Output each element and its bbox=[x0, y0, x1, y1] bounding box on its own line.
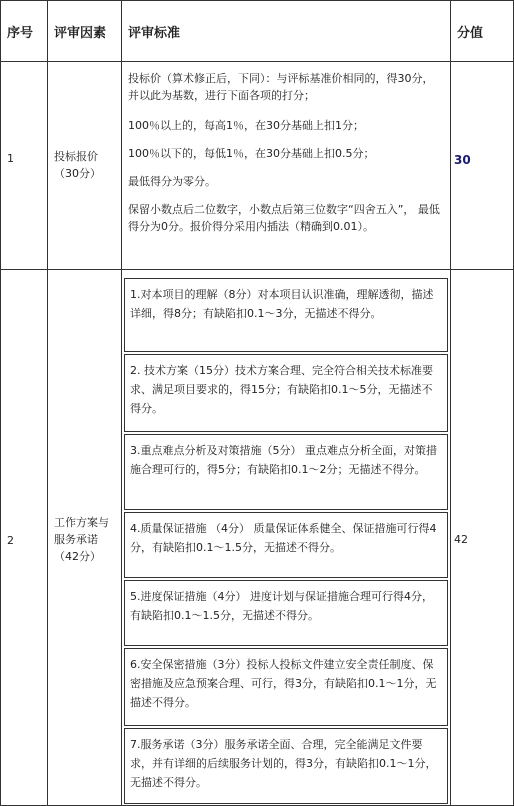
row1-criteria-text: 投标价（算术修正后，下同）：与评标基准价相同的，得30分，并以此为基数，进行下面各项的打分； bbox=[128, 72, 434, 102]
criteria-item: 1.对本项目的理解（8分）对本项目认识准确，理解透彻，描述详细，得8分；有缺陷扣0.1～3分，无描述不得分。 bbox=[124, 278, 448, 352]
header-factor: 评审因素 bbox=[47, 0, 122, 62]
criteria-item: 6.安全保密措施（3分）投标人投标文件建立安全责任制度、保密措施及应急预案合理、可行，得3分，有缺陷扣0.1～1分，无描述不得分。 bbox=[124, 648, 448, 726]
header-criteria: 评审标准 bbox=[121, 0, 451, 62]
row2-factor: 工作方案与服务承诺（42分） bbox=[47, 269, 122, 806]
row1-factor: 投标报价（30分） bbox=[47, 61, 122, 270]
header-index: 序号 bbox=[0, 0, 48, 62]
row1-criteria-text: 最低得分为零分。 bbox=[128, 175, 216, 188]
row1-score: 30 bbox=[450, 61, 514, 270]
criteria-item: 4.质量保证措施 （4分） 质量保证体系健全、保证措施可行得4分，有缺陷扣0.1～1.5分，无描述不得分。 bbox=[124, 512, 448, 578]
criteria-item: 2. 技术方案（15分）技术方案合理、完全符合相关技术标准要求、满足项目要求的，得15分；有缺陷扣0.1～5分，无描述不得分。 bbox=[124, 354, 448, 432]
row2-score: 42 bbox=[450, 269, 514, 806]
row1-criteria-text: 保留小数点后二位数字，小数点后第三位数字“四舍五入”， 最低得分为0分。报价得分采用内插法（精确到0.01）。 bbox=[128, 203, 440, 233]
header-score: 分值 bbox=[450, 0, 514, 62]
row1-index: 1 bbox=[0, 61, 48, 270]
criteria-item: 7.服务承诺（3分）服务承诺全面、合理，完全能满足文件要求，并有详细的后续服务计划的，得3分，有缺陷扣0.1～1分，无描述不得分。 bbox=[124, 728, 448, 804]
row1-criteria-text: 100％以下的，每低1％，在30分基础上扣0.5分； bbox=[128, 147, 375, 160]
row1-criteria-text: 100％以上的，每高1％，在30分基础上扣1分； bbox=[128, 119, 364, 132]
row1-criteria bbox=[121, 61, 451, 270]
row2-index: 2 bbox=[0, 269, 48, 806]
criteria-item: 3.重点难点分析及对策措施（5分） 重点难点分析全面，对策措施合理可行的，得5分；有缺陷扣0.1～2分；无描述不得分。 bbox=[124, 434, 448, 510]
criteria-item: 5.进度保证措施（4分） 进度计划与保证措施合理可行得4分，有缺陷扣0.1～1.5分，无描述不得分。 bbox=[124, 580, 448, 646]
row2-criteria bbox=[121, 269, 451, 806]
